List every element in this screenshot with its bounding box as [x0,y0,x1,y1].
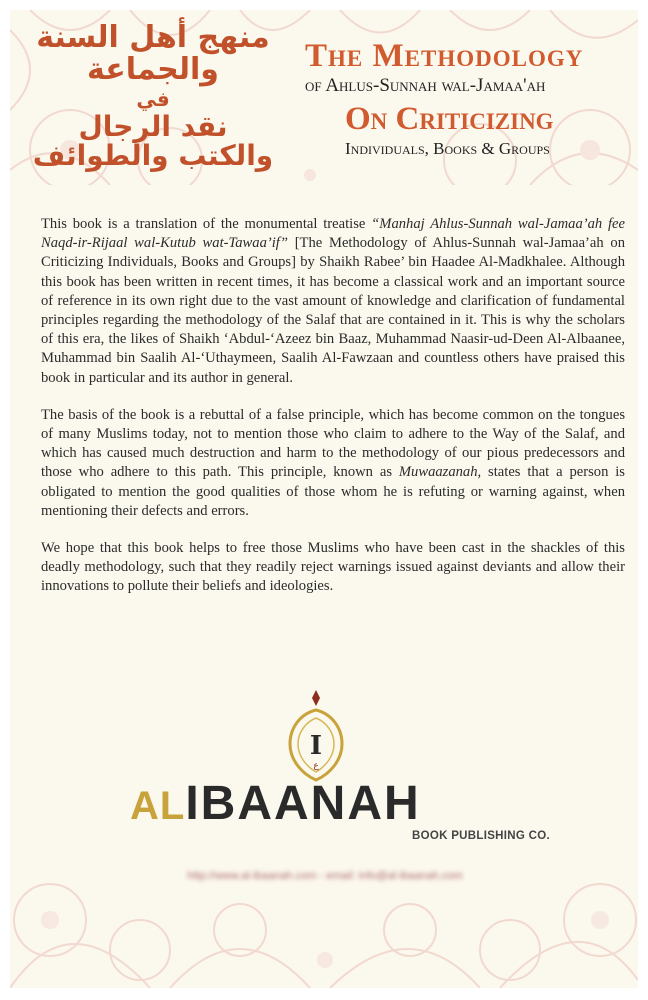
publisher-name [130,776,421,831]
arabic-title-line-1: منهج أهل السنة والجماعة [36,20,270,87]
publisher-contact-blurred: http://www.al-ibaanah.com - email: info@al-ibaanah.com [187,870,463,882]
publisher-subtitle: BOOK PUBLISHING CO. [412,830,550,842]
p2-text-start: The basis of the book is a rebuttal of a false principle, which has become common on the tongues of many Muslims today, not to mention those who claim to adhere to the Way of the Salaf, and which has caused much destruction and harm to the methodology of our pious predecessors and those who adhere to this path. This principle, known as [41,406,625,481]
p1-text-start: This book is a translation of the monumental treatise [41,216,372,232]
title-line-on-criticizing: On Criticizing [345,101,554,137]
arabic-title-line-2: في [136,87,170,111]
title-line-individuals: Individuals, Books & Groups [345,139,550,158]
p2-term-italic: Muwaazanah [398,464,478,481]
emblem-arabic-letter: ع [313,761,319,771]
publisher-name-main: IBAANAH [185,777,421,830]
publisher-name-prefix: AL [130,784,186,828]
description-paragraph-2 [41,406,625,521]
emblem-letter: I [309,731,323,761]
arabic-title-line-3: نقد الرجال والكتب والطوائف [32,110,274,173]
book-back-cover [10,10,638,988]
arabic-title [28,22,278,171]
p2-text-end: , states that a person is obligated to mention the good qualities of those whom he is refuting or warning against, when mentioning their defects and errors. [41,464,625,519]
publisher-logo [130,776,550,856]
title-line-methodology: The Methodology [305,38,584,74]
p1-text-end: [The Methodology of Ahlus-Sunnah wal-Jamaa’ah on Criticizing Individuals, Books and Groups] by Shaikh Rabee’ bin Haadee Al-Madkhalee. Although this book has been written in recent times, it has become a classical work and an important source of reference in its own right due to the vast amount of knowledge and clarification of fundamental principles regarding the methodology of the Salaf that are contained in it. This is why the scholars of this era, the likes of Shaikh ‘Abdul-‘Azeez bin Baaz, Muhammad Naasir-ud-Deen Al-Albaanee, Muhammad bin Saalih Al-‘Uthaymeen, Saalih Al-Fawzaan and countless others have praised this book in particular and its author in general. [41,235,625,386]
book-description [41,215,625,615]
title-line-ahlus-sunnah: of Ahlus-Sunnah wal-Jamaa'ah [305,75,546,96]
description-paragraph-1 [41,215,625,388]
publisher-emblem-icon [284,688,348,788]
english-title [305,40,638,159]
p1-arabic-title-italic: “Manhaj Ahlus-Sunnah wal-Jamaa’ah fee Naqd-ir-Rijaal wal-Kutub wat-Tawaa’if” [41,216,626,252]
emblem-top-diamond [312,690,320,706]
description-paragraph-3: We hope that this book helps to free those Muslims who have been cast in the shackles of this deadly methodology, such that they readily reject warnings issued against deviants and allow their innovations to pollute their beliefs and ideologies. [41,540,625,595]
